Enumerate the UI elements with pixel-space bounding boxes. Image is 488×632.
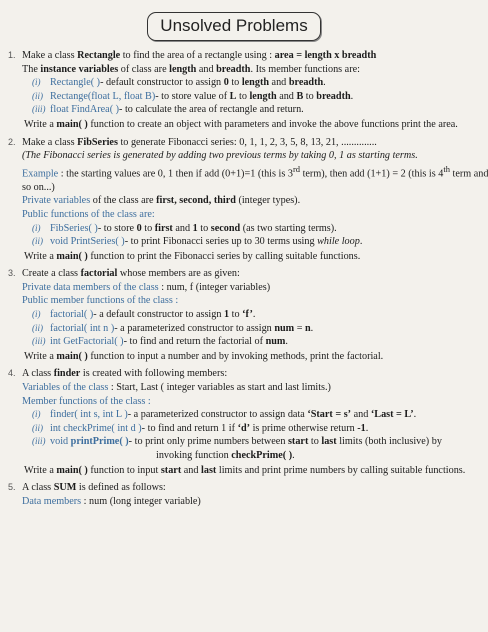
member-function-item: (ii) factorial( int n )- a parameterized constructor to assign num = n.: [32, 322, 314, 334]
problem-statement: Make a class Rectangle to find the area of a rectangle using : area = length x breadth: [22, 50, 377, 61]
member-function-item: (i) factorial( )- a default constructor to assign 1 to ‘f’.: [32, 309, 256, 321]
problem-1: [8, 49, 460, 132]
problem-statement: A class finder is created with following members:: [22, 368, 228, 380]
member-function-item: (iii) int GetFactorial( )- to find and return the factorial of num.: [32, 336, 288, 348]
member-function-item-cont: invoking function checkPrime( ).: [156, 450, 295, 462]
member-function-item: (i) Rectangle( )- default constructor to assign 0 to length and breadth.: [32, 77, 326, 89]
problem-2: [8, 136, 488, 264]
problem-statement: A class SUM is defined as follows:: [22, 482, 166, 494]
main-instruction: Write a main( ) function to create an object with parameters and invoke the above functions print the area.: [24, 118, 458, 130]
problem-description: The instance variables of class are length and breadth. Its member functions are:: [22, 63, 360, 75]
example-text-cont: so on...): [22, 181, 55, 193]
class-variables: Variables of the class : Start, Last ( integer variables as start and last limits.): [22, 382, 331, 394]
problem-statement: Create a class factorial whose members are as given:: [22, 268, 240, 280]
data-members: Data members : num (long integer variable): [22, 495, 201, 507]
problem-note: (The Fibonacci series is generated by adding two previous terms by taking 0, 1 as starting terms.: [22, 150, 418, 162]
page-title: Unsolved Problems: [147, 12, 320, 41]
title-area: [8, 12, 460, 41]
private-variables: Private variables of the class are first, second, third (integer types).: [22, 195, 301, 207]
member-function-item: (i) finder( int s, int L )- a parameterized constructor to assign data ‘Start = s’ and ‘Last = L’.: [32, 409, 417, 421]
main-instruction: Write a main( ) function to print the Fibonacci series by calling suitable functions.: [24, 250, 361, 262]
problem-number: 3.: [8, 268, 16, 279]
problem-number: 4.: [8, 368, 16, 379]
member-functions-heading: Member functions of the class :: [22, 395, 151, 407]
problem-statement: Make a class FibSeries to generate Fibonacci series: 0, 1, 1, 2, 3, 5, 8, 13, 21, ..............: [22, 136, 377, 148]
main-instruction: Write a main( ) function to input start and last limits and print prime numbers by calling suitable functions.: [24, 464, 466, 476]
member-function-item: (ii) void PrintSeries( )- to print Fibonacci series up to 30 terms using while loop.: [32, 236, 363, 248]
public-functions-heading: Public member functions of the class :: [22, 295, 179, 307]
private-data-members: Private data members of the class : num, f (integer variables): [22, 281, 271, 293]
problem-number: 5.: [8, 482, 16, 493]
member-function-item: (ii) Rectange(float L, float B)- to store value of L to length and B to breadth.: [32, 90, 354, 102]
example-text: Example : the starting values are 0, 1 then if add (0+1)=1 (this is 3rd term), then add (1+1) = 2 (this is 4th term and: [22, 163, 488, 180]
problem-3: [8, 267, 460, 363]
member-function-item: (iii) void printPrime( )- to print only prime numbers between start to last limits (both inclusive) by: [32, 436, 442, 448]
member-function-item: (i) FibSeries( )- to store 0 to first and 1 to second (as two starting terms).: [32, 222, 337, 234]
problem-number: 1.: [8, 50, 16, 60]
member-function-item: (ii) int checkPrime( int d )- to find and return 1 if ‘d’ is prime otherwise return -1.: [32, 422, 369, 434]
problem-number: 2.: [8, 136, 16, 147]
problem-5: [8, 481, 460, 508]
main-instruction: Write a main( ) function to input a number and by invoking methods, print the factorial.: [24, 350, 384, 362]
member-function-item: (iii) float FindArea( )- to calculate the area of rectangle and return.: [32, 104, 304, 116]
problem-4: [8, 367, 466, 477]
public-functions-heading: Public functions of the class are:: [22, 208, 155, 220]
